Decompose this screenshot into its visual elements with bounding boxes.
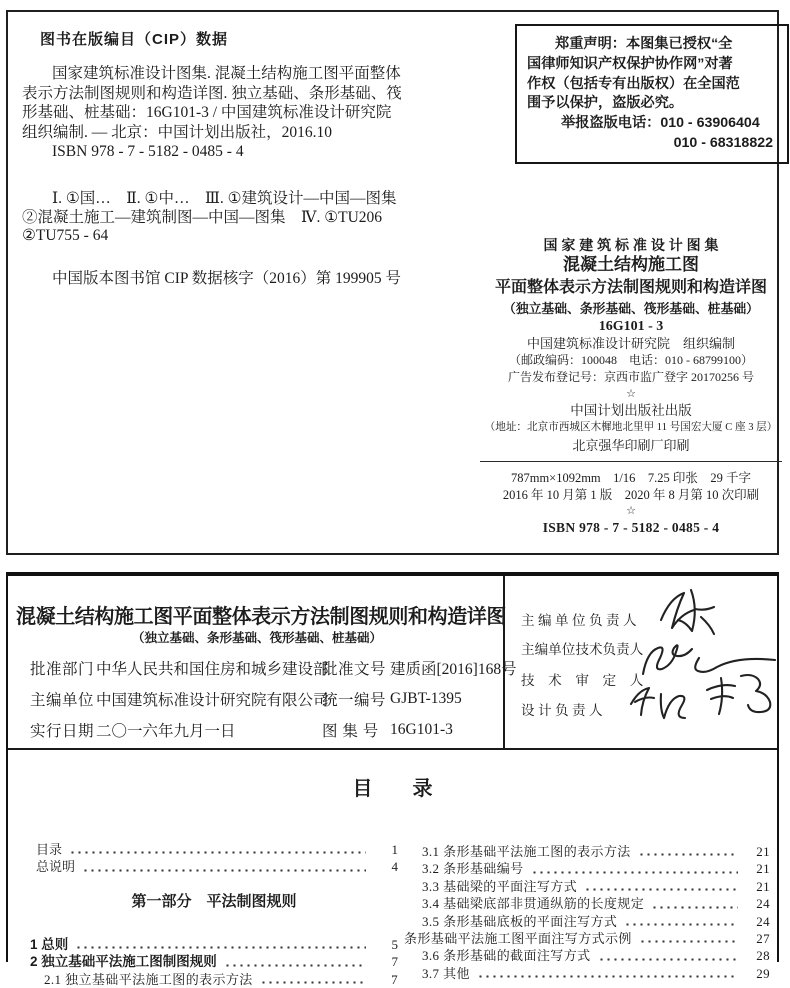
page-number: 5 [391,936,398,952]
page-number: 4 [391,859,398,875]
signature-chief-editor [661,590,714,634]
toc-entry: 2 独立基础平法施工图制图规则 7 [30,954,398,970]
page-number: 21 [756,861,770,877]
page-number: 24 [756,896,770,912]
dot-leader [651,906,738,909]
row-value2: 16G101-3 [390,720,453,738]
toc-entry: 目录 1 [36,842,398,857]
page-number: 27 [756,931,770,947]
page-number: 21 [756,878,770,894]
page-number: 21 [756,844,770,859]
dot-leader [75,946,366,949]
copyright-notice-box [515,24,789,164]
colophon [478,236,784,537]
publisher: 中国计划出版社出版 [570,403,692,418]
divider-line [480,461,782,462]
row-value: 二〇一六年九月一日 [96,722,236,740]
handwritten-signatures [579,582,779,742]
cip-class-line: ②TU755 - 64 [22,227,109,244]
page-number: 7 [391,971,398,987]
dot-leader [260,981,366,984]
approval-row [8,714,505,745]
signature-technical-director [643,645,775,674]
cip-class-line: ②混凝土施工—建筑制图—中国—图集 Ⅳ. ①TU206 [22,208,383,226]
cip-heading: 图书在版编目（CIP）数据 [40,31,229,48]
page-number: 1 [391,842,398,857]
toc-entry: 3.2 条形基础编号 21 [422,861,770,877]
toc-entry: 3.4 基础梁底部非贯通纵筋的长度规定 24 [422,896,770,912]
toc-right-column [402,843,770,982]
dot-leader [531,871,738,874]
cip-description [22,64,474,162]
row-label2: 统一编号 [322,691,387,709]
notice-line: 围予以保护，盗版必究。 [527,95,684,112]
toc-entry: 3.1 条形基础平法施工图的表示方法 21 [422,844,770,859]
isbn-line: ISBN 978 - 7 - 5182 - 0485 - 4 [52,143,244,161]
approval-row [8,652,517,683]
signer-label: 主 编 单 位 负 责 人 [521,613,637,628]
atlas-subtitle: （独立基础、条形基础、筏形基础、桩基础） [131,631,382,645]
toc-entry: 2.1 独立基础平法施工图的表示方法 7 [44,971,398,987]
compiler: 中国建筑标准设计研究院 组织编制 [526,336,735,351]
book-subtitle: （独立基础、条形基础、筏形基础、桩基础） [503,301,759,316]
atlas-code: 16G101 - 3 [598,319,664,334]
contact-info: （邮政编码：100048 电话：010 - 68799100） [509,353,753,367]
row-label2: 批准文号 [322,660,387,678]
dot-leader [584,888,738,891]
row-label: 主编单位 [30,691,95,709]
signature-design-director-2 [707,675,770,714]
cip-classification [22,190,474,246]
cip-record-number: 中国版本图书馆 CIP 数据核字（2016）第 199905 号 [52,270,402,287]
page-number: 24 [756,913,770,929]
signer-label: 设 计 负 责 人 [521,703,603,718]
row-value: 中国建筑标准设计研究院有限公司 [96,691,329,709]
star-divider: ☆ [626,505,636,517]
toc-heading: 目 录 [352,778,433,800]
toc-entry: 总说明 4 [36,859,398,875]
row-value2: GJBT-1395 [390,689,462,707]
toc-entry: 3.6 条形基础的截面注写方式 28 [422,948,770,964]
page-number: 28 [756,948,770,964]
ad-license: 广告发布登记号：京西市监广登字 20170256 号 [507,370,754,384]
toc-entry: 3.7 其他 29 [422,965,770,981]
title-block [8,576,777,750]
page-number: 29 [756,965,770,981]
edition-line: 2016 年 10 月第 1 版 2020 年 8 月第 10 次印刷 [502,488,760,502]
notice-line: 作权（包括专有出版权）在全国范 [527,75,740,92]
dot-leader [638,853,738,856]
atlas-title: 混凝土结构施工图平面整体表示方法制图规则和构造详图 [16,606,506,628]
approval-row [8,683,505,714]
dot-leader [477,975,738,978]
toc-entry: 1 总则 5 [30,936,398,952]
cip-line: 组织编制. — 北京：中国计划出版社，2016.10 [22,123,333,141]
toc-entry: 条形基础平法施工图平面注写方式示例 27 [404,931,770,947]
dot-leader [624,923,738,926]
cip-page [6,10,779,555]
row-label2: 图 集 号 [322,722,379,740]
signature-design-director-1 [631,688,685,718]
toc-page [6,572,779,987]
dot-leader [598,958,738,961]
cip-class-line: Ⅰ. ①国… Ⅱ. ①中… Ⅲ. ①建筑设计—中国—图集 [52,190,397,207]
format-line: 787mm×1092mm 1/16 7.25 印张 29 千字 [510,471,752,485]
table-of-contents [8,750,777,987]
printer: 北京强华印刷厂印刷 [572,438,690,453]
signer-label: 主编单位技术负责人 [521,642,644,657]
isbn-line: ISBN 978 - 7 - 5182 - 0485 - 4 [542,520,720,535]
cip-line: 形基础、桩基础：16G101-3 / 中国建筑标准设计研究院 [22,104,392,122]
book-title-2: 平面整体表示方法制图规则和构造详图 [494,279,767,296]
publisher-address: （地址：北京市西城区木樨地北里甲 11 号国宏大厦 C 座 3 层） [484,422,778,433]
toc-left-column [30,841,398,988]
cip-line: 表示方法制图规则和构造详图. 独立基础、条形基础、筏 [22,84,402,102]
book-title-1: 混凝土结构施工图 [563,255,699,274]
signer-label: 技 术 审 定 人 [521,673,644,688]
cip-line: 国家建筑标准设计图集. 混凝土结构施工图平面整体 [52,65,401,82]
notice-line: 国律师知识产权保护协作网”对著 [527,55,733,72]
piracy-hotline-2: 010 - 68318822 [673,134,773,151]
row-label: 批准部门 [30,660,95,678]
dot-leader [82,869,366,872]
series-name: 国 家 建 筑 标 准 设 计 图 集 [543,237,719,253]
row-value2: 建质函[2016]168号 [390,660,517,678]
notice-line: 郑重声明：本图集已授权“全 [555,36,733,52]
row-value: 中华人民共和国住房和城乡建设部 [96,660,329,678]
dot-leader [639,940,738,943]
star-divider: ☆ [626,388,636,400]
signature-block [507,576,777,748]
title-block-left [8,576,517,748]
dot-leader [224,964,366,967]
row-label: 实行日期 [30,722,95,740]
toc-entry: 3.5 条形基础底板的平面注写方式 24 [422,913,770,929]
piracy-hotline: 举报盗版电话：010 - 63906404 [561,115,760,132]
page-number: 7 [391,954,398,970]
dot-leader [69,851,366,854]
toc-entry: 3.3 基础梁的平面注写方式 21 [422,878,770,894]
approval-rows [8,652,517,745]
toc-part-header: 第一部分 平法制图规则 [131,892,297,910]
